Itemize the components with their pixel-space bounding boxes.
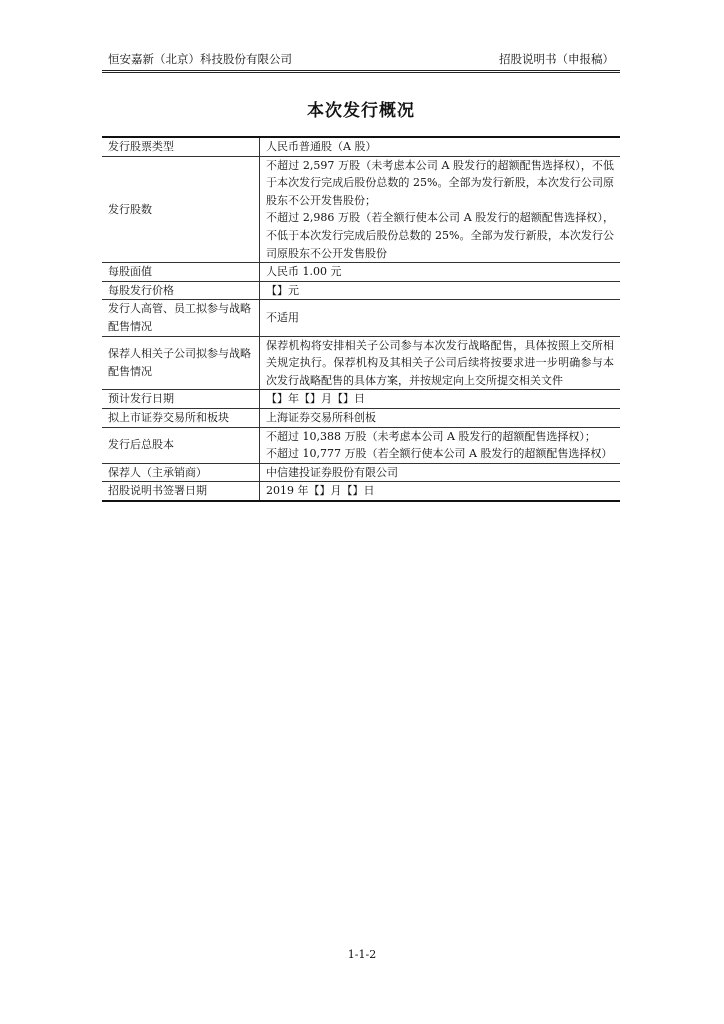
header-company: 恒安嘉新（北京）科技股份有限公司 [108,52,292,66]
table-row [102,300,620,336]
table-row [102,281,620,300]
row-label: 预计发行日期 [102,390,260,409]
row-label: 发行股票类型 [102,137,260,156]
header-divider [102,72,620,73]
row-value-line: 不超过 10,777 万股（若全额行使本公司 A 股发行的超额配售选择权） [266,447,613,461]
table-row [102,336,620,390]
row-label: 发行人高管、员工拟参与战略配售情况 [102,300,260,336]
table-row [102,390,620,409]
row-label: 发行后总股本 [102,427,260,463]
row-value [260,156,621,263]
table-row [102,263,620,282]
row-value-line: 不超过 2,986 万股（若全额行使本公司 A 股发行的超额配售选择权），不低于本次发行完成后股份总数的 25%。全部为发行新股，本次发行公司原股东不公开发售股份 [266,211,614,260]
row-label: 保荐人（主承销商） [102,463,260,482]
row-value-line: 不超过 10,388 万股（未考虑本公司 A 股发行的超额配售选择权）； [266,429,596,443]
row-value-line: 人民币 1.00 元 [266,265,342,279]
row-value-line: 不适用 [266,311,299,325]
table-row [102,482,620,501]
row-value [260,281,621,300]
row-label: 拟上市证券交易所和板块 [102,408,260,427]
row-value-line: 不超过 2,597 万股（未考虑本公司 A 股发行的超额配售选择权），不低于本次发行完成后股份总数的 25%。全部为发行新股，本次发行公司原股东不公开发售股份； [266,158,614,207]
row-value-line: 【】元 [266,283,299,297]
table-row [102,463,620,482]
row-value [260,390,621,409]
row-value-line: 保荐机构将安排相关子公司参与本次发行战略配售，具体按照上交所相关规定执行。保荐机构及其相关子公司后续将按要求进一步明确参与本次发行战略配售的具体方案，并按规定向上交所提交相关文件 [266,338,614,387]
row-label: 每股面值 [102,263,260,282]
page-number: 1-1-2 [347,948,377,961]
row-value-line: 上海证券交易所科创板 [266,410,376,424]
table-row [102,156,620,263]
row-value [260,300,621,336]
row-value-line: 【】年【】月【】日 [266,392,365,406]
row-value-line: 2019 年【】月【】日 [266,484,375,498]
offering-overview-table [102,136,620,502]
table-row [102,137,620,156]
page-header [102,48,620,71]
row-value-line: 人民币普通股（A 股） [266,140,377,153]
table-row [102,408,620,427]
table-row [102,427,620,463]
row-value [260,463,621,482]
page-title: 本次发行概况 [307,101,415,121]
row-value [260,482,621,501]
row-value [260,408,621,427]
row-value-line: 中信建投证券股份有限公司 [266,465,398,479]
row-value [260,263,621,282]
row-label: 每股发行价格 [102,281,260,300]
row-label: 招股说明书签署日期 [102,482,260,501]
header-doc-type: 招股说明书（申报稿） [499,52,614,66]
row-value [260,427,621,463]
row-label: 保荐人相关子公司拟参与战略配售情况 [102,336,260,390]
row-value [260,137,621,156]
row-label: 发行股数 [102,156,260,263]
row-value [260,336,621,390]
